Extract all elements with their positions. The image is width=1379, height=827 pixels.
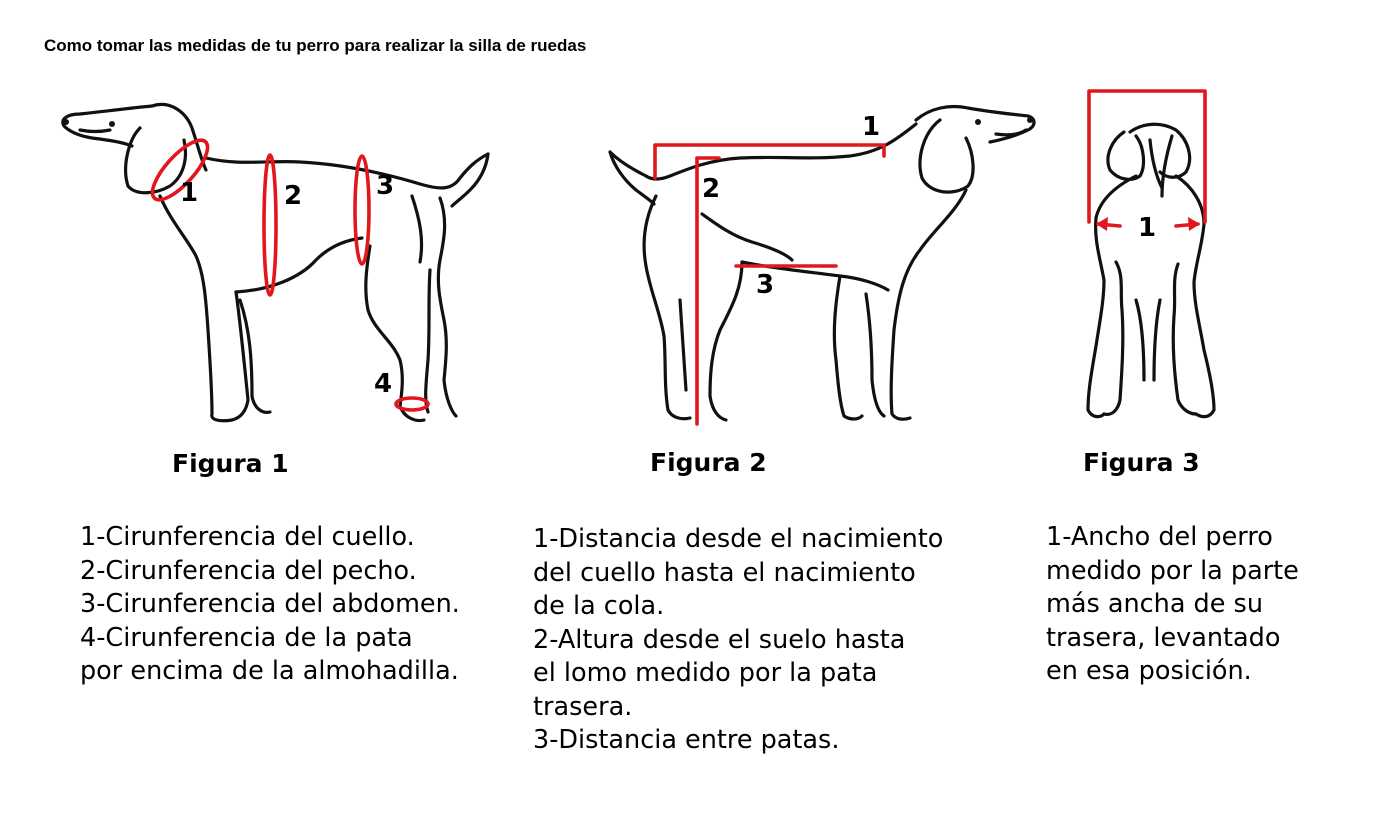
page-title: Como tomar las medidas de tu perro para realizar la silla de ruedas	[44, 36, 587, 55]
figure-1-marker-3: 3	[376, 171, 395, 201]
figure-3-description-line: más ancha de su	[1046, 589, 1263, 619]
figure-1-description-line: 2-Cirunferencia del pecho.	[80, 555, 417, 586]
figure-1-description-line: 1-Cirunferencia del cuello.	[80, 522, 415, 552]
figure-2-description-line: de la cola.	[533, 591, 665, 621]
figure-1-description-line: 3-Cirunferencia del abdomen.	[80, 589, 460, 619]
figure-3-dog-illustration	[1088, 91, 1214, 417]
figure-2-marker-3: 3	[756, 270, 775, 300]
figure-3-description-line: trasera, levantado	[1046, 622, 1281, 653]
figure-2-label: Figura 2	[650, 448, 767, 477]
figure-1-description-line: 4-Cirunferencia de la pata	[80, 622, 413, 653]
figure-2-description-line: trasera.	[533, 691, 633, 722]
figure-1-description-line: por encima de la almohadilla.	[80, 656, 459, 686]
figure-1-description	[80, 521, 460, 689]
figure-3-marker-1: 1	[1138, 213, 1157, 243]
figure-2-description-line: 2-Altura desde el suelo hasta	[533, 624, 906, 655]
figure-1-dog-illustration	[63, 104, 488, 420]
figure-2-description-line: del cuello hasta el nacimiento	[533, 557, 916, 588]
figure-2-description	[533, 523, 943, 758]
figure-3-description-line: en esa posición.	[1046, 656, 1252, 686]
figure-1-marker-2: 2	[284, 181, 303, 211]
figure-2-dog-illustration	[610, 107, 1034, 425]
figure-3-description-line: medido por la parte	[1046, 555, 1299, 586]
figure-3-description-line: 1-Ancho del perro	[1046, 522, 1273, 552]
figure-1-marker-4: 4	[374, 369, 393, 399]
figure-2-description-line: 1-Distancia desde el nacimiento	[533, 524, 944, 554]
figure-2-description-line: el lomo medido por la pata	[533, 658, 878, 688]
figure-1-marker-1: 1	[180, 178, 199, 208]
figure-3-description	[1046, 521, 1299, 689]
figure-2-description-line: 3-Distancia entre patas.	[533, 725, 840, 755]
figure-2-marker-1: 1	[862, 112, 881, 142]
figure-1-label: Figura 1	[172, 449, 289, 478]
figure-3-label: Figura 3	[1083, 448, 1200, 477]
figure-2-marker-2: 2	[702, 174, 721, 204]
